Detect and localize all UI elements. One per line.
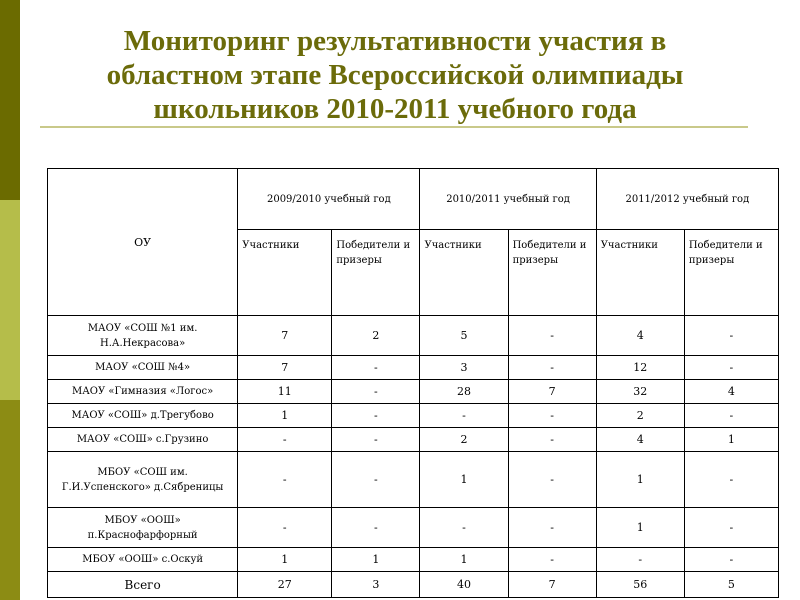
value-cell: - (420, 508, 508, 548)
value-cell: 1 (596, 452, 684, 508)
header-year-2010: 2010/2011 учебный год (420, 169, 596, 230)
table-row (48, 548, 779, 572)
value-cell: 2 (420, 428, 508, 452)
value-cell: 4 (684, 380, 778, 404)
table-row (48, 356, 779, 380)
school-name: МБОУ «СОШ им. Г.И.Успенского» д.Сябреницы (48, 452, 238, 508)
school-name: МБОУ «ООШ» п.Краснофарфорный (48, 508, 238, 548)
header-year-2009: 2009/2010 учебный год (238, 169, 420, 230)
school-name: МАОУ «СОШ» д.Трегубово (48, 404, 238, 428)
total-cell: 56 (596, 572, 684, 598)
value-cell: - (684, 548, 778, 572)
header-ou: ОУ (48, 169, 238, 316)
value-cell: - (332, 452, 420, 508)
side-strip-light (0, 200, 20, 400)
value-cell: 1 (238, 548, 332, 572)
header-row-years (48, 169, 779, 230)
school-name: МАОУ «СОШ №1 им. Н.А.Некрасова» (48, 316, 238, 356)
value-cell: - (238, 508, 332, 548)
table-body (48, 316, 779, 572)
title-line-1: Мониторинг результативности участия в (123, 25, 667, 57)
value-cell: - (508, 508, 596, 548)
value-cell: 32 (596, 380, 684, 404)
school-name: МАОУ «СОШ №4» (48, 356, 238, 380)
value-cell: 4 (596, 428, 684, 452)
total-cell: 40 (420, 572, 508, 598)
value-cell: - (508, 452, 596, 508)
table-row (48, 508, 779, 548)
value-cell: 7 (238, 316, 332, 356)
value-cell: 1 (420, 452, 508, 508)
header-winners: Победители и призеры (332, 230, 420, 316)
total-cell: 5 (684, 572, 778, 598)
value-cell: - (238, 428, 332, 452)
header-participants: Участники (238, 230, 332, 316)
side-strip-mid (0, 400, 20, 600)
value-cell: 1 (332, 548, 420, 572)
value-cell: - (332, 428, 420, 452)
school-name: МБОУ «ООШ» с.Оскуй (48, 548, 238, 572)
value-cell: 1 (420, 548, 508, 572)
value-cell: 3 (420, 356, 508, 380)
side-strip-dark (0, 0, 20, 200)
total-cell: 3 (332, 572, 420, 598)
school-name: МАОУ «СОШ» с.Грузино (48, 428, 238, 452)
school-name: МАОУ «Гимназия «Логос» (48, 380, 238, 404)
value-cell: 7 (238, 356, 332, 380)
title-line-2: областном этапе Всероссийской олимпиады (106, 59, 684, 91)
value-cell: - (332, 508, 420, 548)
value-cell: 1 (238, 404, 332, 428)
total-cell: 7 (508, 572, 596, 598)
value-cell: - (508, 404, 596, 428)
value-cell: 28 (420, 380, 508, 404)
value-cell: - (508, 548, 596, 572)
table-row (48, 380, 779, 404)
table-row (48, 316, 779, 356)
value-cell: - (238, 452, 332, 508)
value-cell: 11 (238, 380, 332, 404)
total-label: Всего (48, 572, 238, 598)
value-cell: - (420, 404, 508, 428)
header-year-2011: 2011/2012 учебный год (596, 169, 778, 230)
value-cell: 5 (420, 316, 508, 356)
value-cell: 4 (596, 316, 684, 356)
value-cell: - (332, 404, 420, 428)
value-cell: 1 (684, 428, 778, 452)
value-cell: 1 (596, 508, 684, 548)
header-participants: Участники (596, 230, 684, 316)
value-cell: - (332, 356, 420, 380)
value-cell: - (508, 428, 596, 452)
value-cell: - (684, 404, 778, 428)
value-cell: - (596, 548, 684, 572)
header-winners: Победители и призеры (508, 230, 596, 316)
page-title (40, 24, 750, 126)
value-cell: - (684, 508, 778, 548)
title-line-3: школьников 2010-2011 учебного года (153, 93, 637, 125)
total-row (48, 572, 779, 598)
value-cell: - (684, 316, 778, 356)
table-row (48, 452, 779, 508)
total-cell: 27 (238, 572, 332, 598)
header-winners: Победители и призеры (684, 230, 778, 316)
value-cell: 12 (596, 356, 684, 380)
value-cell: - (684, 356, 778, 380)
table-row (48, 428, 779, 452)
value-cell: - (332, 380, 420, 404)
value-cell: 7 (508, 380, 596, 404)
results-table (47, 168, 779, 598)
value-cell: 2 (332, 316, 420, 356)
header-participants: Участники (420, 230, 508, 316)
value-cell: - (684, 452, 778, 508)
table-row (48, 404, 779, 428)
value-cell: - (508, 356, 596, 380)
value-cell: 2 (596, 404, 684, 428)
title-divider (40, 126, 748, 128)
value-cell: - (508, 316, 596, 356)
